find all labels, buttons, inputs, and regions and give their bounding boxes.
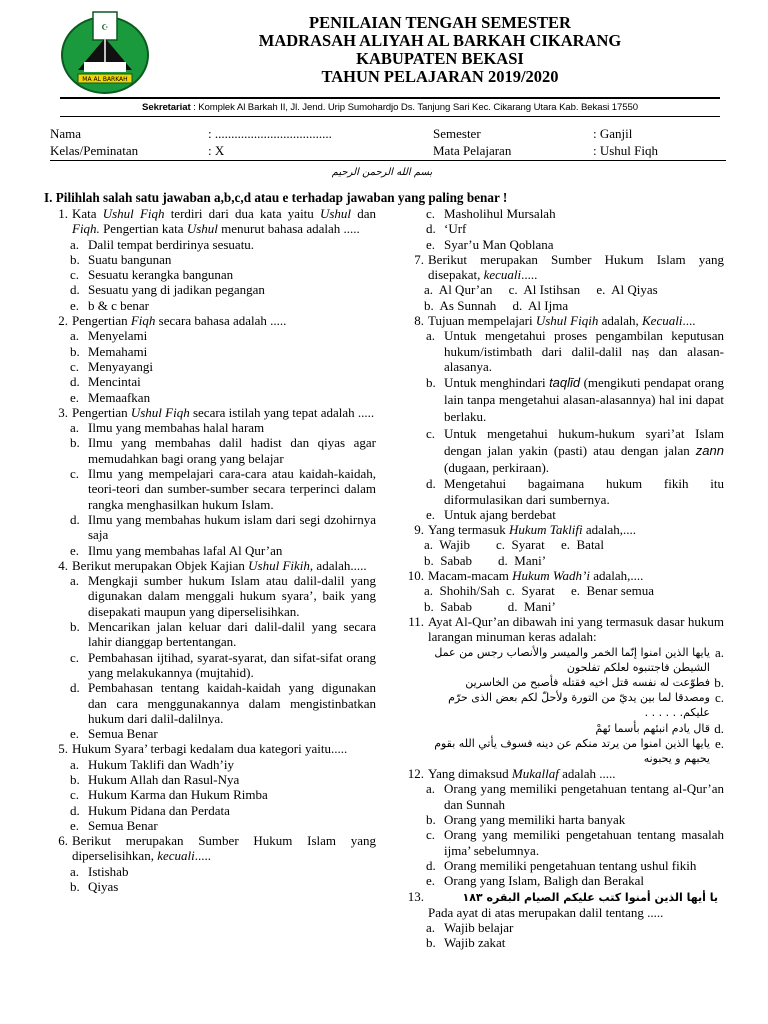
q8-option-d: d. Mengetahui bagaimana hukum fikih itu diformulasikan dari sumbernya. <box>426 476 724 507</box>
q11-option-c: .c ومصدقا لما بين يديّ من التورة ولأحلّ لكم بعض الذى حرّم عليكم. . . . . . <box>448 690 724 720</box>
q11-arabic-options <box>400 645 724 767</box>
q8-option-e: e. Untuk ajang berdebat <box>426 506 556 522</box>
school-logo-icon <box>60 8 150 98</box>
question-10: 10. Macam-macam Hukum Wadh’i adalah,.... <box>407 568 644 584</box>
mapel-value: : Ushul Fiqh <box>593 143 659 158</box>
semester-label: Semester <box>433 126 481 141</box>
q4-option-a: a. Mengkaji sumber hukum Islam atau dalil-dalil yang digunakan dalam menggali hukum syara’, baik yang disepakati maupun yang diperselisihkan. <box>70 573 376 619</box>
q5-option-b: b. Hukum Allah dan Rasul-Nya <box>70 771 240 787</box>
question-1: 1. Kata Ushul Fiqh terdiri dari dua kata yaitu Ushul dan Fiqh. Pengertian kata Ushul menurut bahasa adalah ..... <box>58 206 376 237</box>
right-column <box>400 206 724 951</box>
mapel-label: Mata Pelajaran <box>433 143 512 158</box>
document-header <box>0 0 768 118</box>
q4-option-c: c. Pembahasan ijtihad, syarat-syarat, dan sifat-sifat orang yang melakukannya (mujtahid). <box>70 649 376 680</box>
q11-option-b: .b فطوّعت له نفسه قتل اخيه فقتله فأصبح من الخاسرين <box>465 674 724 690</box>
semester-value: : Ganjil <box>593 126 633 141</box>
question-9: 9. Yang termasuk Hukum Taklifi adalah,.... <box>414 522 636 538</box>
q8-option-a: a. Untuk mengetahui proses pengambilan keputusan hukum/istimbath dari dalil-dalil naṣ dan alasan-alasanya. <box>426 328 724 374</box>
q12-option-a: a. Orang yang memiliki pengetahuan tentang al-Qur’an dan Sunnah <box>426 781 724 812</box>
q4-option-b: b. Mencarikan jalan keluar dari dalil-dalil yang secara lahir dianggap bertentangan. <box>70 619 376 650</box>
question-5: 5. Hukum Syara’ terbagi kedalam dua kategori yaitu..... <box>58 741 348 757</box>
q10-options-row-1: a. Shohih/Sah c. Syarat e. Benar semua <box>424 583 654 599</box>
q7-options-row-2: b. As Sunnah d. Al Ijma <box>424 297 569 313</box>
q4-option-e: e. Semua Benar <box>70 726 158 742</box>
q1-option-b: b. Suatu bangunan <box>70 251 172 267</box>
q2-option-a: a. Menyelami <box>70 328 148 344</box>
exam-title <box>160 14 720 86</box>
q3-option-b: b. Ilmu yang membahas dalil hadist dan qiyas agar memudahkan bagi orang yang belajar <box>70 435 376 466</box>
basmalah-calligraphy: بسم الله الرحمن الرحيم <box>331 167 433 178</box>
q6-option-b: b. Qiyas <box>70 879 119 895</box>
instruction: I. Pilihlah salah satu jawaban a,b,c,d atau e terhadap jawaban yang paling benar ! <box>44 190 508 205</box>
q12-option-d: d. Orang memiliki pengetahuan tentang ushul fikih <box>426 857 697 873</box>
nama-field: : .................................... <box>208 126 332 141</box>
q6-option-c: c. Masholihul Mursalah <box>426 206 556 221</box>
title-line-4: TAHUN PELAJARAN 2019/2020 <box>321 67 559 86</box>
q2-option-c: c. Menyayangi <box>70 358 153 374</box>
q3-option-c: c. Ilmu yang mempelajari cara-cara atau kaidah-kaidah, teori-teori dan sumber-sumber secara terperinci dalam rangka menghasilkan hukum Islam. <box>70 466 376 512</box>
student-identity <box>50 126 730 160</box>
kelas-label: Kelas/Peminatan <box>50 143 139 158</box>
q12-option-b: b. Orang yang memiliki harta banyak <box>426 812 626 828</box>
q3-option-e: e. Ilmu yang membahas lafal Al Qur’an <box>70 542 283 558</box>
q3-option-a: a. Ilmu yang membahas halal haram <box>70 420 265 436</box>
q13-option-a: a. Wajib belajar <box>426 920 514 936</box>
q6-option-e: e. Syar’u Man Qoblana <box>426 236 554 252</box>
q10-options-row-2: b. Sabab d. Mani’ <box>424 598 556 614</box>
q4-option-d: d. Pembahasan tentang kaidah-kaidah yang digunakan dan cara menggunakannya dalam mengistinbatkan hukum dari dalil-dalilnya. <box>70 680 376 726</box>
q12-option-c: c. Orang yang memiliki pengetahuan tentang masalah ijma’ sebelumnya. <box>426 827 724 858</box>
divider <box>50 160 726 161</box>
q6-option-d: d. ‘Urf <box>426 221 467 237</box>
q9-options-row-2: b. Sabab d. Mani’ <box>424 552 547 568</box>
secretariat-address: Sekretariat : Komplek Al Barkah II, Jl. Jend. Urip Sumohardjo Ds. Tanjung Sari Kec. Cikarang Utara Kab. Bekasi 17550 <box>60 97 720 117</box>
svg-text:☪: ☪ <box>101 23 109 32</box>
q8-option-c: c. Untuk mengetahui hukum-hukum syari’at Islam dengan jalan yakin (pasti) atau dengan jalan zann (dugaan, perkiraan). <box>426 426 724 476</box>
question-11: 11. Ayat Al-Qur’an dibawah ini yang termasuk dasar hukum larangan minuman keras adalah: <box>408 613 724 645</box>
q5-option-a: a. Hukum Taklifi dan Wadh’iy <box>70 756 234 772</box>
q13-prompt: Pada ayat di atas merupakan dalil tentang ..... <box>428 904 664 920</box>
q3-option-d: d. Ilmu yang membahas hukum islam dari segi dzohirnya saja <box>70 511 376 543</box>
q8-option-b: b. Untuk menghindari taqlīd (mengikuti pendapat orang lain tanpa mengetahui alasan-alasannya) hal ini dapat berlaku. <box>426 375 724 425</box>
question-6: 6. Berikut merupakan Sumber Hukum Islam yang diperselisihkan, kecuali..... <box>58 833 376 864</box>
q1-option-d: d. Sesuatu yang di jadikan pegangan <box>70 282 265 298</box>
q1-option-e: e. b & c benar <box>70 297 150 313</box>
q12-option-e: e. Orang yang Islam, Baligh dan Berakal <box>426 873 644 889</box>
q2-option-b: b. Memahami <box>70 343 148 359</box>
left-column <box>44 206 376 894</box>
svg-text:MA AL BARKAH: MA AL BARKAH <box>82 76 128 83</box>
title-line-1: PENILAIAN TENGAH SEMESTER <box>309 13 571 32</box>
kelas-value: : X <box>208 143 225 158</box>
q1-option-a: a. Dalil tempat berdirinya sesuatu. <box>70 236 255 252</box>
q5-option-c: c. Hukum Karma dan Hukum Rimba <box>70 787 268 803</box>
title-line-3: KABUPATEN BEKASI <box>356 49 524 68</box>
q13-option-b: b. Wajib zakat <box>426 935 506 951</box>
question-3: 3. Pengertian Ushul Fiqh secara istilah yang tepat adalah ..... <box>58 404 375 420</box>
question-12: 12. Yang dimaksud Mukallaf adalah ..... <box>407 766 616 782</box>
question-7: 7. Berikut merupakan Sumber Hukum Islam yang disepakat, kecuali..... <box>414 251 724 283</box>
q6-option-a: a. Istishab <box>70 863 129 879</box>
q11-option-d: .d قال يادم انبئهم بأسما ئهمْ <box>595 720 724 736</box>
q11-option-e: .e يايها الذين امنوا من يرتد منكم عن دينه فسوف يأتي الله بقوم يحبهم و يحبونه <box>434 735 724 765</box>
q11-option-a: .a يايها الذين امنوا إنّما الخمر والميسر والأنصاب رجس من عمل الشيطن فاجتنبوه لعلكم تفلحون <box>434 644 724 674</box>
question-2: 2. Pengertian Fiqh secara bahasa adalah ..... <box>58 313 287 329</box>
q5-option-d: d. Hukum Pidana dan Perdata <box>70 802 230 818</box>
q2-option-d: d. Mencintai <box>70 374 141 390</box>
q5-option-e: e. Semua Benar <box>70 817 158 833</box>
nama-label: Nama <box>50 126 82 141</box>
q7-options-row-1: a. Al Qur’an c. Al Istihsan e. Al Qiyas <box>424 282 658 298</box>
q2-option-e: e. Memaafkan <box>70 389 151 405</box>
q1-option-c: c. Sesuatu kerangka bangunan <box>70 267 234 283</box>
q9-options-row-1: a. Wajib c. Syarat e. Batal <box>424 537 604 553</box>
question-8: 8. Tujuan mempelajari Ushul Fiqih adalah, Kecuali.... <box>414 313 696 329</box>
question-4: 4. Berikut merupakan Objek Kajian Ushul Fikih, adalah..... <box>58 557 367 573</box>
title-line-2: MADRASAH ALIYAH AL BARKAH CIKARANG <box>258 31 622 50</box>
question-13: 13. يا أيها الذين أمنوا كتب عليكم الصيام البقره ١٨٣ <box>407 888 718 904</box>
